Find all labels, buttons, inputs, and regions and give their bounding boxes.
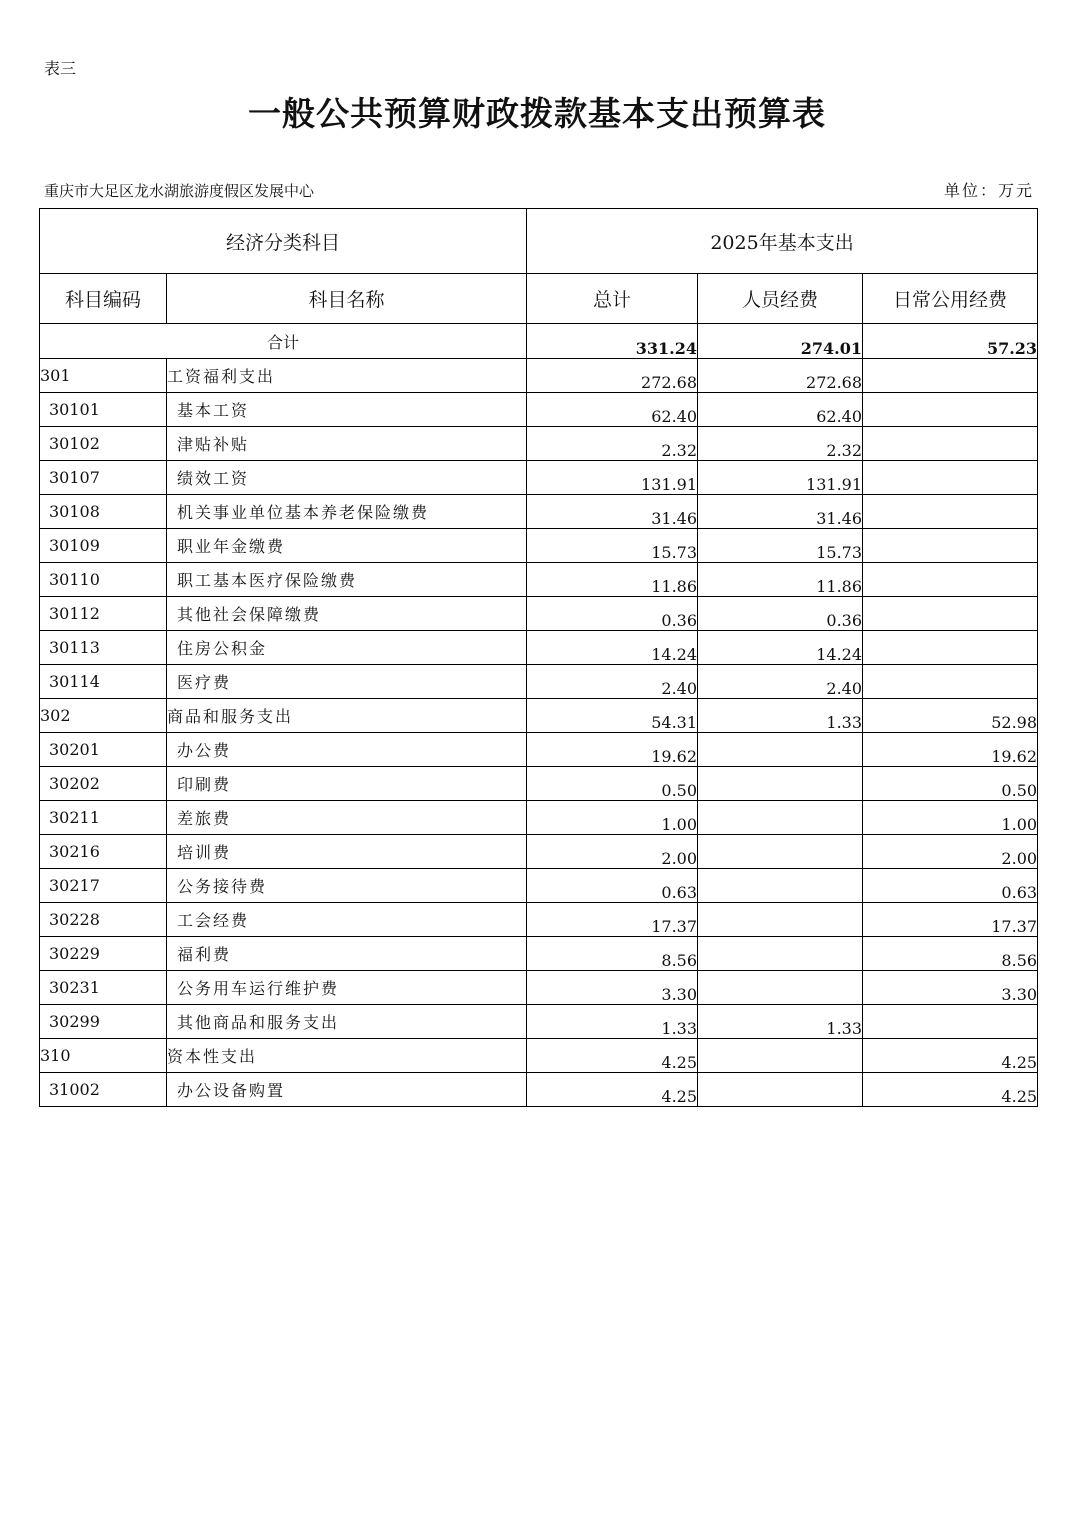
row-code: 30231 (40, 971, 167, 1005)
row-total: 1.33 (527, 1005, 698, 1039)
total-personnel: 274.01 (698, 324, 863, 359)
row-total: 2.32 (527, 427, 698, 461)
table-row (40, 359, 1038, 393)
row-name: 公务用车运行维护费 (167, 971, 527, 1005)
row-name: 印刷费 (167, 767, 527, 801)
row-code: 30107 (40, 461, 167, 495)
header-personnel: 人员经费 (698, 274, 863, 324)
row-personnel: 2.40 (698, 665, 863, 699)
row-personnel: 1.33 (698, 1005, 863, 1039)
row-name: 培训费 (167, 835, 527, 869)
table-row (40, 461, 1038, 495)
table-row (40, 563, 1038, 597)
row-public (863, 529, 1038, 563)
table-row (40, 937, 1038, 971)
row-personnel (698, 971, 863, 1005)
row-public: 4.25 (863, 1039, 1038, 1073)
organization-name: 重庆市大足区龙水湖旅游度假区发展中心 (44, 182, 315, 200)
row-public (863, 393, 1038, 427)
row-total: 0.36 (527, 597, 698, 631)
row-public (863, 495, 1038, 529)
row-public: 4.25 (863, 1073, 1038, 1107)
row-code: 30228 (40, 903, 167, 937)
row-name: 职业年金缴费 (167, 529, 527, 563)
row-public: 19.62 (863, 733, 1038, 767)
page-title: 一般公共预算财政拨款基本支出预算表 (248, 94, 826, 133)
row-code: 301 (40, 359, 167, 393)
row-public: 17.37 (863, 903, 1038, 937)
row-name: 其他社会保障缴费 (167, 597, 527, 631)
row-total: 11.86 (527, 563, 698, 597)
row-code: 30201 (40, 733, 167, 767)
row-total: 14.24 (527, 631, 698, 665)
header-year-expense: 2025年基本支出 (527, 209, 1038, 274)
row-name: 工资福利支出 (167, 359, 527, 393)
table-row (40, 597, 1038, 631)
row-personnel (698, 835, 863, 869)
table-row (40, 767, 1038, 801)
header-code: 科目编码 (40, 274, 167, 324)
total-public: 57.23 (863, 324, 1038, 359)
row-code: 30110 (40, 563, 167, 597)
budget-table (39, 208, 1038, 1107)
row-code: 30229 (40, 937, 167, 971)
row-total: 4.25 (527, 1039, 698, 1073)
table-row (40, 699, 1038, 733)
table-row (40, 801, 1038, 835)
row-code: 30216 (40, 835, 167, 869)
table-row (40, 869, 1038, 903)
table-row (40, 393, 1038, 427)
row-code: 302 (40, 699, 167, 733)
row-total: 62.40 (527, 393, 698, 427)
row-total: 3.30 (527, 971, 698, 1005)
row-public (863, 359, 1038, 393)
row-total: 1.00 (527, 801, 698, 835)
row-name: 医疗费 (167, 665, 527, 699)
row-total: 17.37 (527, 903, 698, 937)
row-personnel (698, 937, 863, 971)
table-row (40, 733, 1038, 767)
table-label: 表三 (44, 59, 77, 78)
row-total: 15.73 (527, 529, 698, 563)
row-code: 30299 (40, 1005, 167, 1039)
row-public (863, 427, 1038, 461)
row-name: 公务接待费 (167, 869, 527, 903)
header-econ-class: 经济分类科目 (40, 209, 527, 274)
row-code: 30108 (40, 495, 167, 529)
table-row (40, 631, 1038, 665)
row-total: 0.50 (527, 767, 698, 801)
table-row (40, 1073, 1038, 1107)
row-name: 资本性支出 (167, 1039, 527, 1073)
row-name: 办公设备购置 (167, 1073, 527, 1107)
row-name: 工会经费 (167, 903, 527, 937)
row-personnel: 14.24 (698, 631, 863, 665)
row-personnel (698, 869, 863, 903)
row-personnel: 2.32 (698, 427, 863, 461)
row-name: 津贴补贴 (167, 427, 527, 461)
row-public (863, 461, 1038, 495)
row-public: 2.00 (863, 835, 1038, 869)
row-public (863, 563, 1038, 597)
table-row (40, 665, 1038, 699)
row-code: 30114 (40, 665, 167, 699)
header-public: 日常公用经费 (863, 274, 1038, 324)
row-personnel: 11.86 (698, 563, 863, 597)
row-name: 职工基本医疗保险缴费 (167, 563, 527, 597)
row-code: 30211 (40, 801, 167, 835)
row-public: 1.00 (863, 801, 1038, 835)
total-row (40, 324, 1038, 359)
row-total: 31.46 (527, 495, 698, 529)
total-label: 合计 (40, 324, 527, 359)
row-name: 差旅费 (167, 801, 527, 835)
row-public (863, 631, 1038, 665)
row-name: 其他商品和服务支出 (167, 1005, 527, 1039)
row-total: 2.40 (527, 665, 698, 699)
row-code: 31002 (40, 1073, 167, 1107)
row-code: 30102 (40, 427, 167, 461)
row-public: 52.98 (863, 699, 1038, 733)
row-personnel: 31.46 (698, 495, 863, 529)
unit-label: 单位：万元 (943, 181, 1034, 200)
row-total: 8.56 (527, 937, 698, 971)
row-personnel (698, 767, 863, 801)
row-code: 30112 (40, 597, 167, 631)
table-row (40, 1005, 1038, 1039)
row-code: 30109 (40, 529, 167, 563)
row-code: 30217 (40, 869, 167, 903)
row-personnel (698, 1073, 863, 1107)
table-row (40, 427, 1038, 461)
table-row (40, 529, 1038, 563)
row-code: 30113 (40, 631, 167, 665)
header-name: 科目名称 (167, 274, 527, 324)
table-row (40, 1039, 1038, 1073)
table-row (40, 903, 1038, 937)
row-code: 310 (40, 1039, 167, 1073)
row-public: 0.50 (863, 767, 1038, 801)
row-total: 19.62 (527, 733, 698, 767)
row-personnel (698, 733, 863, 767)
table-row (40, 835, 1038, 869)
row-total: 272.68 (527, 359, 698, 393)
table-body (40, 324, 1038, 1107)
row-personnel: 62.40 (698, 393, 863, 427)
row-name: 商品和服务支出 (167, 699, 527, 733)
row-public (863, 665, 1038, 699)
row-name: 机关事业单位基本养老保险缴费 (167, 495, 527, 529)
row-personnel: 1.33 (698, 699, 863, 733)
row-public (863, 1005, 1038, 1039)
row-public: 8.56 (863, 937, 1038, 971)
row-total: 0.63 (527, 869, 698, 903)
row-personnel: 15.73 (698, 529, 863, 563)
row-code: 30101 (40, 393, 167, 427)
row-name: 住房公积金 (167, 631, 527, 665)
table-row (40, 971, 1038, 1005)
row-total: 2.00 (527, 835, 698, 869)
row-personnel: 272.68 (698, 359, 863, 393)
row-public (863, 597, 1038, 631)
row-personnel (698, 801, 863, 835)
row-name: 福利费 (167, 937, 527, 971)
row-personnel (698, 903, 863, 937)
row-name: 办公费 (167, 733, 527, 767)
row-total: 4.25 (527, 1073, 698, 1107)
row-code: 30202 (40, 767, 167, 801)
row-personnel (698, 1039, 863, 1073)
row-name: 基本工资 (167, 393, 527, 427)
row-public: 0.63 (863, 869, 1038, 903)
total-sum: 331.24 (527, 324, 698, 359)
row-public: 3.30 (863, 971, 1038, 1005)
header-total: 总计 (527, 274, 698, 324)
row-name: 绩效工资 (167, 461, 527, 495)
row-total: 54.31 (527, 699, 698, 733)
row-total: 131.91 (527, 461, 698, 495)
row-personnel: 0.36 (698, 597, 863, 631)
row-personnel: 131.91 (698, 461, 863, 495)
table-row (40, 495, 1038, 529)
